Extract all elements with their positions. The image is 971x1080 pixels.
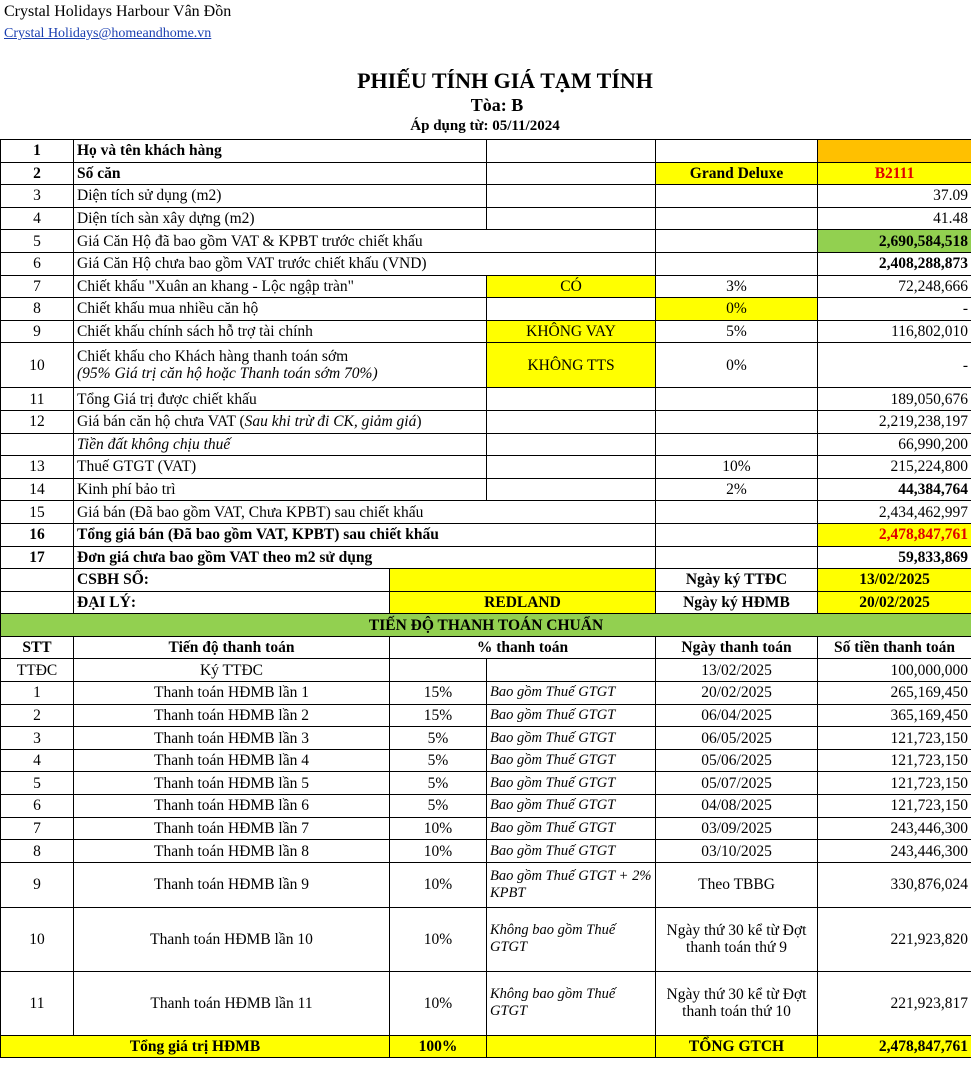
table-row: 8 Chiết khấu mua nhiều căn hộ 0% - (1, 298, 971, 321)
price-sheet-table (0, 139, 971, 1058)
hdmb-date[interactable]: 20/02/2025 (818, 591, 971, 614)
schedule-row: TTĐC Ký TTĐC 13/02/2025 100,000,000 (1, 659, 971, 682)
tower-label: Tòa: B (470, 95, 524, 115)
schedule-row: 11 Thanh toán HĐMB lần 11 10% Không bao gồm Thuế GTGT Ngày thứ 30 kể từ Đợt thanh toán thứ 10 221,923,817 (1, 971, 971, 1035)
table-row: 12 Giá bán căn hộ chưa VAT (Sau khi trừ đi CK, giảm giá) 2,219,238,197 (1, 410, 971, 433)
table-row: ĐẠI LÝ: REDLAND Ngày ký HĐMB 20/02/2025 (1, 591, 971, 614)
schedule-row: 8 Thanh toán HĐMB lần 8 10% Bao gồm Thuế GTGT 03/10/2025 243,446,300 (1, 840, 971, 863)
customer-name-field[interactable] (818, 140, 971, 163)
csbh-field[interactable] (390, 569, 656, 592)
schedule-row: 2 Thanh toán HĐMB lần 2 15% Bao gồm Thuế GTGT 06/04/2025 365,169,450 (1, 704, 971, 727)
table-row: 14 Kinh phí bảo trì 2% 44,384,764 (1, 478, 971, 501)
schedule-title: TIẾN ĐỘ THANH TOÁN CHUẨN (1, 614, 971, 637)
table-row: 6 Giá Căn Hộ chưa bao gồm VAT trước chiết khấu (VND) 2,408,288,873 (1, 252, 971, 275)
schedule-row: 4 Thanh toán HĐMB lần 4 5% Bao gồm Thuế GTGT 05/06/2025 121,723,150 (1, 749, 971, 772)
table-row: 9 Chiết khấu chính sách hỗ trợ tài chính KHÔNG VAY 5% 116,802,010 (1, 320, 971, 343)
table-row: 1 Họ và tên khách hàng (1, 140, 971, 163)
table-row: 13 Thuế GTGT (VAT) 10% 215,224,800 (1, 456, 971, 479)
table-row: 5 Giá Căn Hộ đã bao gồm VAT & KPBT trước chiết khấu 2,690,584,518 (1, 230, 971, 253)
table-row: CSBH SỐ: Ngày ký TTĐC 13/02/2025 (1, 569, 971, 592)
table-row: Tiền đất không chịu thuế 66,990,200 (1, 433, 971, 456)
multi-unit-pct[interactable]: 0% (656, 298, 818, 321)
early-payment-select[interactable]: KHÔNG TTS (487, 343, 656, 388)
schedule-row: 1 Thanh toán HĐMB lần 1 15% Bao gồm Thuế GTGT 20/02/2025 265,169,450 (1, 682, 971, 705)
agent-field[interactable]: REDLAND (390, 591, 656, 614)
unit-code: B2111 (818, 162, 971, 185)
unit-type: Grand Deluxe (656, 162, 818, 185)
schedule-title-row (1, 614, 971, 637)
table-row: 4 Diện tích sàn xây dựng (m2) 41.48 (1, 207, 971, 230)
applied-date: Áp dụng từ: 05/11/2024 (410, 118, 560, 134)
project-name: Crystal Holidays Harbour Vân Đồn (4, 3, 232, 20)
ttdc-date[interactable]: 13/02/2025 (818, 569, 971, 592)
table-row: 15 Giá bán (Đã bao gồm VAT, Chưa KPBT) sau chiết khấu 2,434,462,997 (1, 501, 971, 524)
table-row: 16 Tổng giá bán (Đã bao gồm VAT, KPBT) sau chiết khấu 2,478,847,761 (1, 523, 971, 546)
loan-select[interactable]: KHÔNG VAY (487, 320, 656, 343)
promo-select[interactable]: CÓ (487, 275, 656, 298)
schedule-row: 9 Thanh toán HĐMB lần 9 10% Bao gồm Thuế GTGT + 2% KPBT Theo TBBG 330,876,024 (1, 862, 971, 907)
schedule-row: 5 Thanh toán HĐMB lần 5 5% Bao gồm Thuế GTGT 05/07/2025 121,723,150 (1, 772, 971, 795)
table-row: 7 Chiết khấu "Xuân an khang - Lộc ngập tràn" CÓ 3% 72,248,666 (1, 275, 971, 298)
contact-link[interactable]: Crystal Holidays@homeandhome.vn (4, 26, 212, 41)
page-title: PHIẾU TÍNH GIÁ TẠM TÍNH (357, 68, 653, 93)
table-row: 2 Số căn Grand Deluxe B2111 (1, 162, 971, 185)
schedule-header-row: STT Tiến độ thanh toán % thanh toán Ngày thanh toán Số tiền thanh toán (1, 636, 971, 659)
table-row: 10 Chiết khấu cho Khách hàng thanh toán sớm (95% Giá trị căn hộ hoặc Thanh toán sớm 70%) KHÔNG TTS 0% - (1, 343, 971, 388)
schedule-total-row: Tổng giá trị HĐMB 100% TỔNG GTCH 2,478,847,761 (1, 1035, 971, 1058)
table-row: 3 Diện tích sử dụng (m2) 37.09 (1, 185, 971, 208)
grand-total: 2,478,847,761 (818, 1035, 971, 1058)
schedule-row: 6 Thanh toán HĐMB lần 6 5% Bao gồm Thuế GTGT 04/08/2025 121,723,150 (1, 795, 971, 818)
schedule-row: 3 Thanh toán HĐMB lần 3 5% Bao gồm Thuế GTGT 06/05/2025 121,723,150 (1, 727, 971, 750)
schedule-row: 10 Thanh toán HĐMB lần 10 10% Không bao gồm Thuế GTGT Ngày thứ 30 kể từ Đợt thanh toán thứ 9 221,923,820 (1, 907, 971, 971)
table-row: 11 Tổng Giá trị được chiết khấu 189,050,676 (1, 388, 971, 411)
table-row: 17 Đơn giá chưa bao gồm VAT theo m2 sử dụng 59,833,869 (1, 546, 971, 569)
schedule-row: 7 Thanh toán HĐMB lần 7 10% Bao gồm Thuế GTGT 03/09/2025 243,446,300 (1, 817, 971, 840)
